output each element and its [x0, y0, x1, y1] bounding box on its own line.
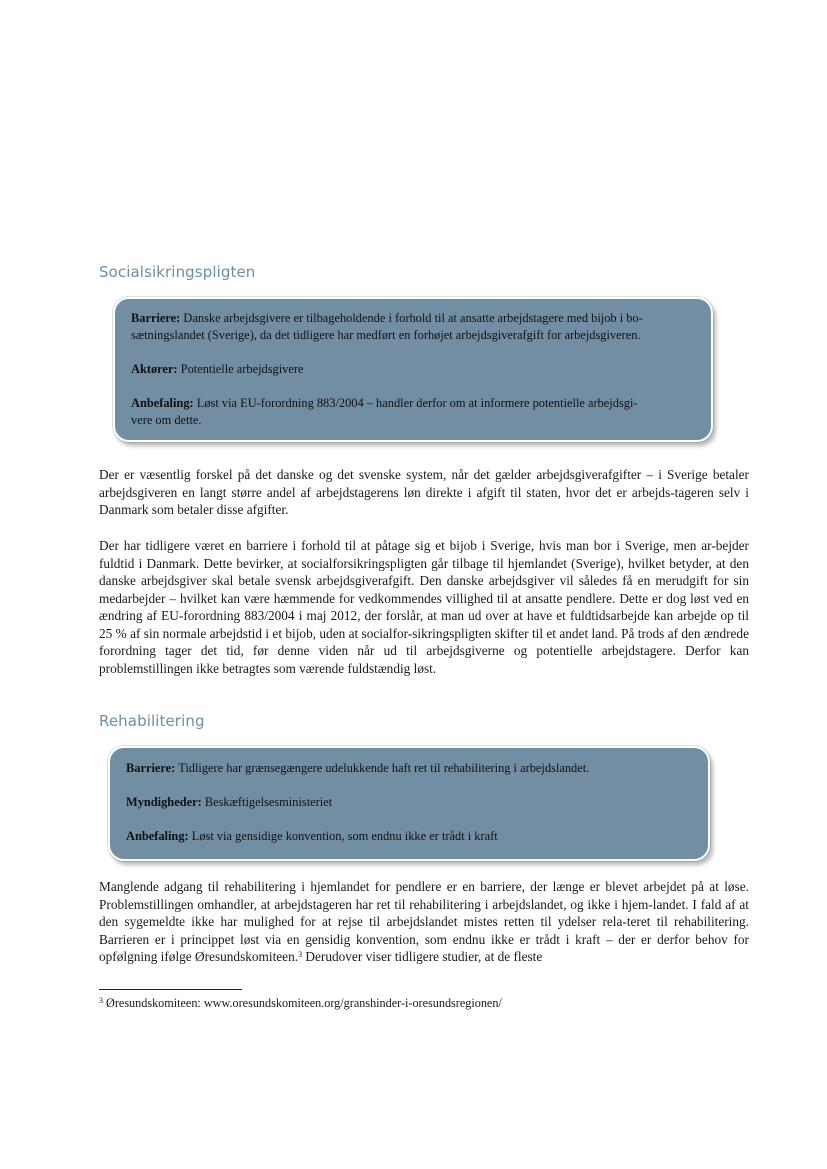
barriere-text-line1: Danske arbejdsgivere er tilbageholdende i forhold til at ansatte arbejdstagere med bijob i bo-: [183, 311, 643, 325]
callout-barriere: [131, 310, 699, 344]
body-paragraph: Der er væsentlig forskel på det danske og det svenske system, når det gælder arbejdsgiverafgifter – i Sverige betaler arbejdsgiveren en langt større andel af arbejdstagerens løn direkte i afgift til staten, hvor det er arbejds-tageren selv i Danmark som betaler disse afgifter.: [99, 467, 749, 517]
anbefaling-label: Anbefaling:: [131, 396, 194, 410]
section-heading-socialsikring: Socialsikringspligten: [99, 263, 256, 281]
callout-barriere: [126, 760, 589, 777]
myndigheder-text: Beskæftigelsesministeriet: [204, 795, 333, 809]
footnote: [99, 996, 502, 1011]
anbefaling-text: Løst via gensidige konvention, som endnu ikke er trådt i kraft: [191, 829, 498, 843]
barriere-text: Tidligere har grænsegængere udelukkende haft ret til rehabilitering i arbejdslandet.: [178, 761, 590, 775]
aktorer-label: Aktører:: [131, 362, 178, 376]
paragraph-text-tail: Derudover viser tidligere studier, at de fleste: [302, 949, 543, 964]
callout-anbefaling: [126, 828, 498, 845]
aktorer-text: Potentielle arbejdsgivere: [180, 362, 304, 376]
barriere-label: Barriere:: [131, 311, 181, 325]
callout-anbefaling: [131, 395, 699, 429]
anbefaling-text-line1: Løst via EU-forordning 883/2004 – handler derfor om at informere potentielle arbejdsgi-: [196, 396, 638, 410]
callout-box-socialsikring: [113, 297, 713, 442]
paragraph-text: Manglende adgang til rehabilitering i hjemlandet for pendlere er en barriere, der længe er blevet arbejdet på at løse. Problemstillingen omhandler, at arbejdstageren har ret til rehabilitering i arbejdslandet, og ikke i hjem-landet. I fald af at den sygemeldte ikke har mulighed for at rejse til arbejdslandet mistes retten til ydelser rela-teret til rehabilitering. Barrieren er i princippet løst via en gensidig konvention, som endnu ikke er trådt i kraft – der er derfor behov for opfølgning ifølge Øresundskomiteen.: [99, 879, 749, 964]
footnote-reference[interactable]: 3: [298, 950, 303, 959]
callout-box-rehabilitering: [108, 746, 710, 861]
barriere-text-line2: sætningslandet (Sverige), da det tidligere har medført en forhøjet arbejdsgiverafgift for arbejdsgiveren.: [131, 328, 641, 342]
anbefaling-label: Anbefaling:: [126, 829, 189, 843]
myndigheder-label: Myndigheder:: [126, 795, 202, 809]
body-paragraph: Der har tidligere været en barriere i forhold til at påtage sig et bijob i Sverige, hvis man bor i Sverige, men ar-bejder fuldtid i Danmark. Dette bevirker, at socialforsikringspligten går tilbage til hjemlandet (Sverige), hvilket betyder, at den danske arbejdsgiver skal betale svensk arbejdsgiverafgift. Den danske arbejdsgiver vil således få en merudgift for sin medarbejder – hvilket kan være hæmmende for vedkommendes villighed til at ansatte pendlere. Dette er dog løst ved en ændring af EU-forordning 883/2004 i maj 2012, der forslår, at man ud over at have et fuldtidsarbejde kan arbejde op til 25 % af sin normale arbejdstid i et bijob, uden at socialfor-sikringspligten skifter til et andet land. På trods af den ændrede forordning tager det tid, før denne viden når ud til arbejdsgiverne og potentielle arbejdstagere. Derfor kan problemstillingen ikke betragtes som værende fuldstændig løst.: [99, 538, 749, 676]
barriere-label: Barriere:: [126, 761, 176, 775]
footnote-divider: [99, 989, 242, 990]
callout-aktorer: [131, 361, 304, 378]
footnote-text: Øresundskomiteen: www.oresundskomiteen.org/granshinder-i-oresundsregionen/: [103, 996, 502, 1010]
callout-myndigheder: [126, 794, 332, 811]
body-paragraph: [99, 878, 749, 966]
footnote-number: 3: [99, 996, 103, 1005]
anbefaling-text-line2: vere om dette.: [131, 413, 202, 427]
section-heading-rehabilitering: Rehabilitering: [99, 712, 205, 730]
